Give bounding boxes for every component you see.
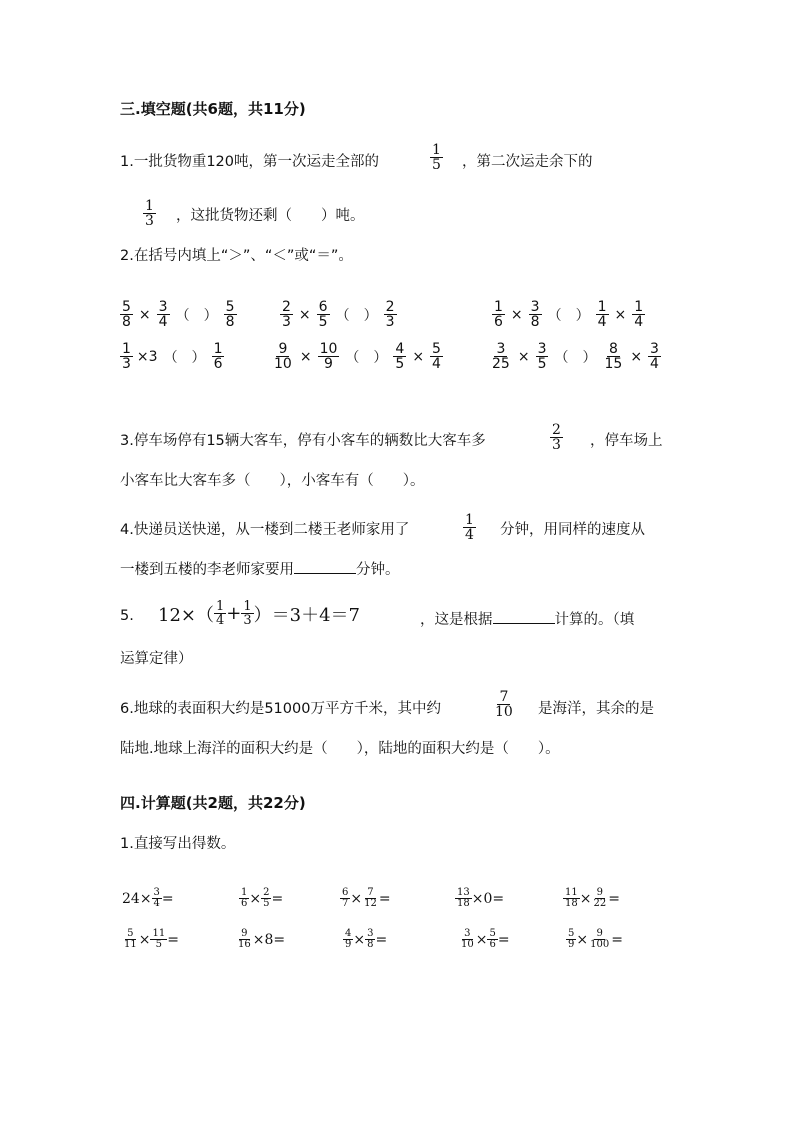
fraction-numerator: 2 [263,887,270,898]
fraction-numerator: 10 [319,341,338,357]
fraction-numerator: 8 [608,341,618,357]
fraction-denominator: 22 [593,898,607,909]
q3-text-b: ，停车场上 [590,433,663,449]
fraction-numerator: 9 [596,928,603,939]
fraction-denominator: 6 [241,898,248,909]
q1-text-c: ，这批货物还剩（ ）吨。 [176,208,365,224]
fraction-numerator: 1 [122,341,131,357]
expression-part: 12×（ [158,604,214,626]
times-sign: × [614,306,627,323]
calc-item [566,929,623,950]
calc-item [340,888,391,909]
fraction-numerator: 1 [597,299,607,315]
fraction-numerator: 5 [568,928,575,939]
fraction-denominator: 10 [461,939,474,950]
answer-blank-line[interactable] [493,609,555,624]
compare-item [120,300,237,329]
fraction-numerator: 1 [432,142,441,158]
times-sign: × [510,306,523,323]
fraction-numerator: 5 [489,928,496,939]
equals-sign: = [167,931,179,948]
expression-part: ）＝3＋4＝7 [253,604,361,626]
q3-text-c: 小客车比大客车多（ ），小客车有（ ）。 [120,473,425,489]
equals-sign: = [611,931,623,948]
fraction-numerator: 3 [367,928,374,939]
fraction-denominator: 9 [568,939,575,950]
fraction-denominator: 3 [145,213,154,229]
fraction-denominator: 15 [604,356,623,372]
fraction-numerator: 4 [395,341,405,357]
fraction-numerator: 3 [537,341,547,357]
calc-item [122,929,179,950]
fraction-numerator: 3 [530,299,540,315]
answer-blank[interactable]: （ ） [547,307,590,324]
fraction-numerator: 3 [153,887,160,898]
fraction-denominator: 4 [432,356,441,372]
fraction-denominator: 4 [634,314,644,330]
times-sign: × [353,931,366,948]
q6-text-b: 是海洋，其余的是 [538,701,654,717]
fraction-denominator: 3 [552,437,561,453]
times-sign: × [576,931,589,948]
times-sign: × [412,348,425,365]
fraction-denominator: 4 [158,314,168,330]
q4-line2 [120,558,400,579]
fraction-denominator: 8 [225,314,235,330]
fraction-numerator: 13 [457,887,470,898]
fraction-numerator: 3 [650,341,659,357]
section-3-heading: 三.填空题(共6题，共11分) [120,100,306,118]
fraction-denominator: 10 [274,356,292,372]
times-sign: × [299,348,312,365]
fraction-numerator: 3 [158,299,168,315]
fraction-denominator: 16 [238,939,251,950]
fraction-numerator: 5 [122,299,131,315]
fraction-denominator: 6 [213,356,223,372]
fraction-numerator: 6 [318,299,328,315]
times-sign: × [249,890,262,907]
calc-item [455,888,504,909]
answer-blank-line[interactable] [294,559,356,574]
equals-sign: = [497,931,510,948]
q5-text-b1: ，这是根据 [420,612,493,628]
fraction-denominator: 12 [364,898,377,909]
fraction-numerator: 5 [127,928,134,939]
fraction-denominator: 18 [457,898,470,909]
q1-fraction-1 [430,143,443,172]
answer-blank[interactable]: （ ） [345,349,388,366]
fraction-denominator: 4 [650,356,659,372]
calc-item [236,929,285,950]
fraction-denominator: 8 [122,314,131,330]
times-sign: × [517,348,530,365]
calc-suffix: ×8= [252,931,286,948]
q3-fraction [550,423,563,452]
q4-text-a: 4.快递员送快递，从一楼到二楼王老师家用了 [120,522,410,538]
times-sign: × [579,890,592,907]
fraction-denominator: 25 [492,356,510,372]
fraction-numerator: 4 [345,928,352,939]
q4-text-c1: 一楼到五楼的李老师家要用 [120,562,294,578]
q4-text-c2: 分钟。 [356,562,400,578]
fraction-numerator: 2 [385,299,395,315]
section-4-heading: 四.计算题(共2题，共22分) [120,794,306,812]
q5-text-b2: 计算的。（填 [554,612,635,628]
q2-text: 2.在括号内填上“＞”、“＜”或“＝”。 [120,248,353,264]
fraction-numerator: 11 [565,887,578,898]
fraction-denominator: 8 [367,939,374,950]
fraction-denominator: 9 [345,939,352,950]
times-sign: × [298,306,311,323]
fraction-numerator: 1 [634,299,644,315]
equals-sign: = [161,890,174,907]
fraction-numerator: 7 [367,887,374,898]
times-sign: × [475,931,488,948]
q4-text-b: 分钟，用同样的速度从 [500,522,645,538]
fraction-denominator: 4 [597,314,607,330]
fraction-denominator: 5 [537,356,547,372]
fraction-numerator: 1 [243,599,252,614]
fraction-numerator: 9 [278,341,288,357]
q6-text-a: 6.地球的表面积大约是51000万平方千米，其中约 [120,701,441,717]
q5-expression [158,600,360,627]
fraction-denominator: 5 [155,939,163,950]
fraction-denominator: 9 [324,356,333,372]
fraction-numerator: 5 [225,299,235,315]
q1-fraction-2 [143,199,156,228]
fraction-denominator: 4 [465,527,474,543]
q3-text-a: 3.停车场停有15辆大客车，停有小客车的辆数比大客车多 [120,433,486,449]
fraction-numerator: 1 [145,198,154,214]
answer-blank[interactable]: （ ） [175,307,218,324]
answer-blank[interactable]: （ ） [163,349,206,366]
plus-sign: + [226,603,242,624]
calc-item [459,929,510,950]
fraction-numerator: 9 [241,928,248,939]
fraction-numerator: 3 [496,341,506,357]
s4-q1-text: 1.直接写出得数。 [120,836,236,852]
compare-item [120,342,224,371]
times-sign: × [350,890,363,907]
calc-item [343,929,387,950]
fraction-numerator: 2 [552,422,561,438]
fraction-numerator: 3 [464,928,471,939]
fraction-denominator: 3 [122,356,131,372]
times-three: ×3 [136,348,158,365]
q5-number: 5. [120,608,134,624]
fraction-denominator: 5 [318,314,328,330]
fraction-denominator: 3 [385,314,395,330]
compare-item [272,342,443,371]
calc-item [563,888,620,909]
q1-text-b: ，第二次运走余下的 [462,154,593,170]
times-sign: × [138,931,151,948]
q6-text-c: 陆地.地球上海洋的面积大约是（ ），陆地的面积大约是（ ）。 [120,741,560,757]
q5-line1 [420,608,634,629]
equals-sign: = [378,890,391,907]
fraction-numerator: 11 [152,928,166,939]
equals-sign: = [375,931,388,948]
fraction-numerator: 1 [216,599,225,614]
compare-item [280,300,397,329]
times-sign: × [138,306,151,323]
fraction-denominator: 8 [530,314,540,330]
fraction-denominator: 10 [495,704,513,720]
q1-line1 [120,150,379,171]
equals-sign: = [608,890,620,907]
fraction-numerator: 2 [282,299,291,315]
q5-text-c: 运算定律） [120,651,193,667]
compare-item [490,342,661,371]
fraction-numerator: 1 [213,341,223,357]
calc-item [122,888,174,909]
answer-blank[interactable]: （ ） [554,349,597,366]
compare-item [492,300,645,329]
fraction-denominator: 7 [342,898,349,909]
fraction-denominator: 3 [243,613,252,628]
fraction-denominator: 5 [395,356,405,372]
answer-blank[interactable]: （ ） [335,307,378,324]
fraction-denominator: 100 [590,939,610,950]
q1-text-a: 1.一批货物重120吨，第一次运走全部的 [120,154,380,170]
fraction-numerator: 6 [342,887,349,898]
fraction-numerator: 1 [494,299,503,315]
fraction-numerator: 1 [465,512,474,528]
fraction-denominator: 6 [494,314,503,330]
q6-fraction [493,690,515,719]
fraction-denominator: 5 [263,898,270,909]
q4-fraction [463,513,476,542]
fraction-denominator: 11 [124,939,137,950]
fraction-denominator: 18 [565,898,578,909]
equals-sign: = [271,890,284,907]
fraction-denominator: 4 [216,613,225,628]
calc-prefix: 24× [122,890,152,907]
fraction-denominator: 4 [153,898,160,909]
fraction-numerator: 5 [432,341,441,357]
times-sign: × [630,348,643,365]
fraction-numerator: 7 [499,689,509,705]
calc-suffix: ×0= [471,890,505,907]
calc-item [239,888,283,909]
fraction-denominator: 6 [489,939,496,950]
fraction-denominator: 3 [282,314,291,330]
fraction-numerator: 9 [596,887,604,898]
fraction-numerator: 1 [241,887,248,898]
fraction-denominator: 5 [432,157,441,173]
